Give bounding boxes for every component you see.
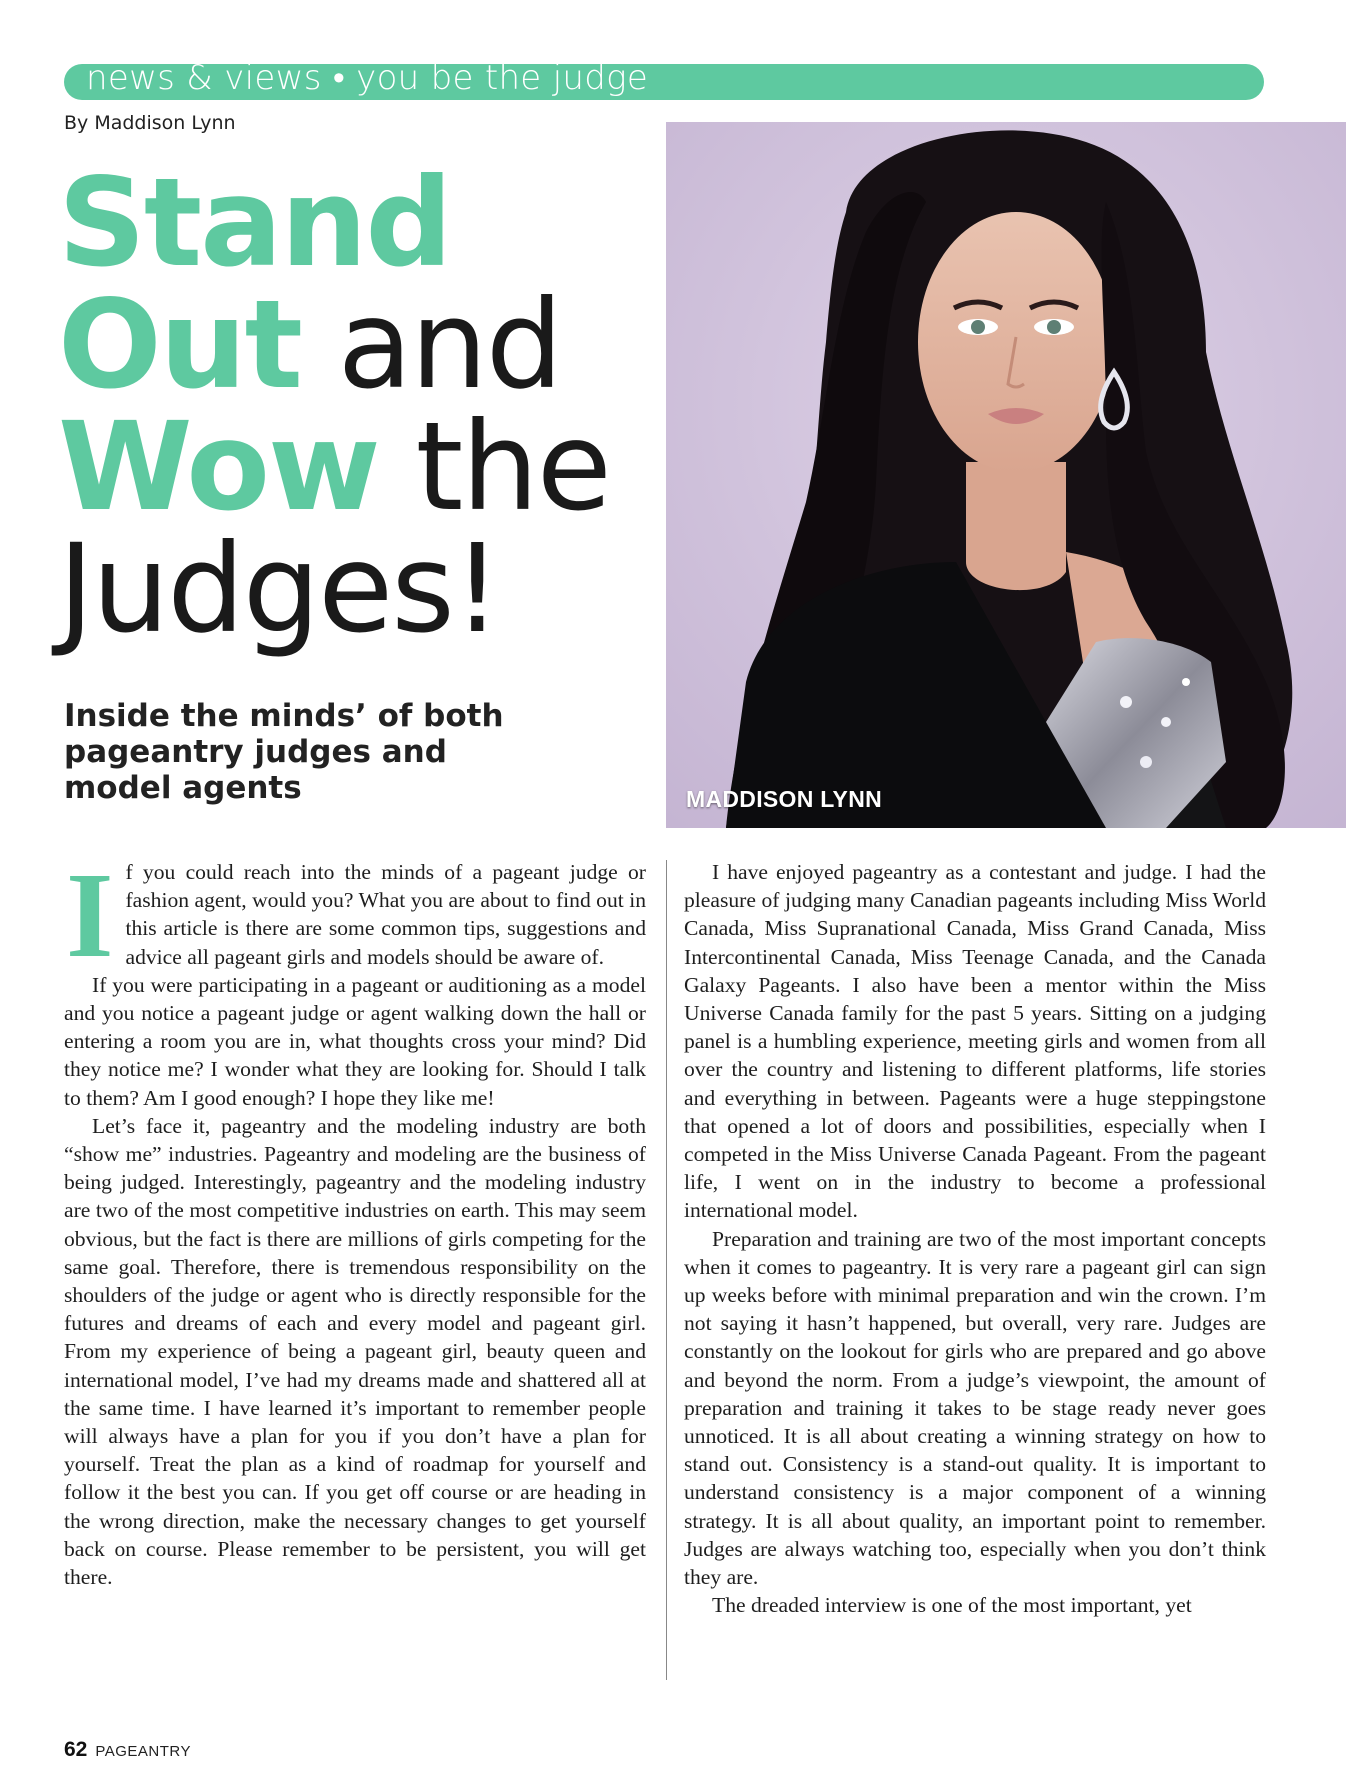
article-paragraph: Preparation and training are two of the most important concepts when it comes to pageantry. It is very rare a pageant girl can sign up weeks before with minimal preparation and win the crown. I’m not saying it hasn’t happened, but overall, very rare. Judges are constantly on the lookout for girls who are prepared and go above and beyond the norm. From a judge’s viewpoint, the amount of preparation and training it takes to be stage ready never goes unnoticed. It is all about creating a winning strategy on how to stand out. Consistency is a stand-out quality. It is important to understand consistency is a major component of a winning strategy. It is all about quality, an important point to remember. Judges are always watching too, especially when you don’t think they are.: [684, 1226, 1266, 1590]
article-paragraph: The dreaded interview is one of the most important, yet: [712, 1593, 1192, 1618]
headline-word-stand: Stand: [58, 152, 451, 294]
article-paragraph: Let’s face it, pageantry and the modeling industry are both “show me” industries. Pageantry and modeling are the business of being judged. Interestingly, pageantry and the modeling industry are two of the most competitive industries on earth. This may seem obvious, but the fact is there are millions of girls competing for the same goal. Therefore, there is tremendous responsibility on the shoulders of the judge or agent who is directly responsible for the futures and dreams of each and every model and pageant girl. From my experience of being a pageant girl, beauty queen and international model, I’ve had my dreams made and shattered all at the same time. I have learned it’s important to remember people will always have a plan for you if you don’t have a plan for yourself. Treat the plan as a kind of roadmap for yourself and follow it the best you can. If you get off course or are heading in the wrong direction, make the necessary changes to get yourself back on course. Please remember to be persistent, you will get there.: [64, 1113, 646, 1590]
headline-line-1: [58, 152, 610, 294]
headline-line-2: [58, 274, 610, 416]
headline-word-and: and: [300, 274, 562, 416]
article-column-left: [64, 848, 646, 1591]
photo-caption: MADDISON LYNN: [686, 786, 883, 812]
headline-line-3: [58, 396, 610, 538]
headline-word-the: the: [378, 396, 610, 538]
page-number: 62: [64, 1738, 88, 1761]
byline: By Maddison Lynn: [64, 112, 236, 134]
folio: [64, 1738, 191, 1762]
headline-word-wow: Wow: [58, 396, 379, 538]
headline-word-out: Out: [58, 274, 301, 416]
portrait-photo: [666, 122, 1346, 828]
article-column-right: [684, 858, 1266, 1619]
column-divider: [666, 860, 667, 1680]
subhead: Inside the minds’ of both pageantry judges and model agents: [64, 698, 504, 806]
headline-line-4: [58, 518, 610, 660]
article-paragraph: If you were participating in a pageant or auditioning as a model and you notice a pageant judge or agent walking down the hall or entering a room you are in, what thoughts cross your mind? Did they notice me? I wonder what they are looking for. Should I talk to them? Am I good enough? I hope they like me!: [64, 972, 646, 1110]
drop-cap: I: [66, 848, 114, 983]
article-paragraph-text: f you could reach into the minds of a pageant judge or fashion agent, would you? What you are about to find out in this article is there are some common tips, suggestions and advice all pageant girls and models should be aware of.: [125, 860, 646, 969]
headline-word-judges: Judges!: [58, 518, 500, 660]
article-paragraph: I have enjoyed pageantry as a contestant and judge. I had the pleasure of judging many Canadian pageants including Miss World Canada, Miss Supranational Canada, Miss Grand Canada, Miss Intercontinental Canada, Miss Teenage Canada, and the Canada Galaxy Pageants. I also have been a mentor within the Miss Universe Canada family for the past 5 years. Sitting on a judging panel is a humbling experience, meeting girls and women from all over the country and listening to different platforms, life stories and everything in between. Pageants were a huge steppingstone that opened a lot of doors and possibilities, especially when I competed in the Miss Universe Canada Pageant. From the pageant life, I went on in the industry to become a professional international model.: [684, 860, 1266, 1223]
publication-name: PAGEANTRY: [95, 1743, 191, 1760]
headline: [58, 152, 610, 660]
article-paragraph: [64, 848, 646, 983]
section-label: news & views • you be the judge: [86, 58, 649, 98]
